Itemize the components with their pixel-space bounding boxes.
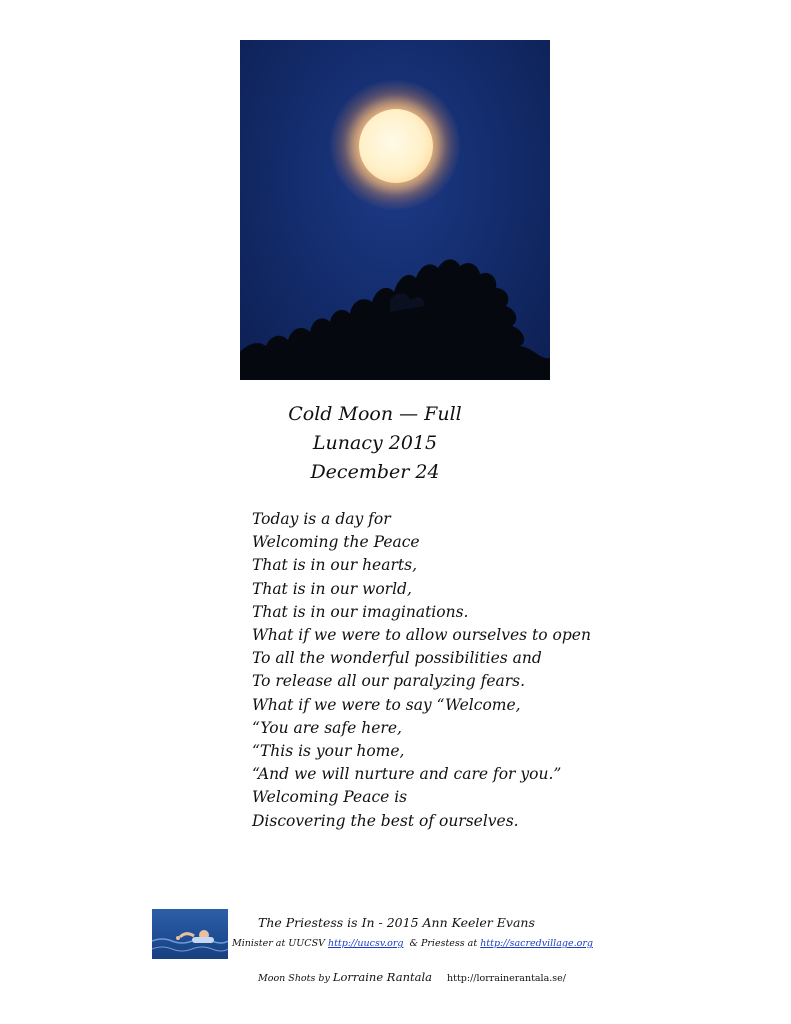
poem-line: That is in our hearts, [252, 556, 417, 575]
footer-affiliations [232, 938, 593, 949]
poem-line: Welcoming Peace is [252, 788, 408, 807]
poem-line: “You are safe here, [252, 718, 402, 737]
poem-line: To all the wonderful possibilities and [252, 649, 542, 668]
poem-line: To release all our paralyzing fears. [252, 672, 526, 691]
poem-line: What if we were to say “Welcome, [252, 695, 521, 714]
poem-line: That is in our world, [252, 579, 412, 598]
photo-credit [258, 970, 566, 984]
series-year-title: Lunacy 2015 [312, 432, 438, 454]
sacredvillage-link[interactable]: http://sacredvillage.org [480, 938, 593, 949]
moon-name-title: Cold Moon — Full [288, 403, 462, 425]
moon-photo [240, 40, 550, 380]
poem-line: “This is your home, [252, 742, 405, 761]
tree-silhouette-icon [240, 240, 550, 380]
poem-line: Discovering the best of ourselves. [252, 811, 519, 830]
swimmer-thumbnail-icon [152, 909, 228, 959]
photographer-name: Lorraine Rantala [332, 970, 432, 984]
minister-label: Minister at UUCSV [232, 938, 325, 949]
poem-line: Welcoming the Peace [252, 533, 420, 552]
poem-line: Today is a day for [252, 510, 391, 528]
full-moon-icon [359, 109, 433, 183]
poem-line: What if we were to allow ourselves to open [252, 626, 591, 645]
photographer-url: http://lorrainerantala.se/ [447, 973, 566, 984]
poem [252, 508, 692, 833]
credit-label: Moon Shots by [258, 973, 330, 984]
heading-block [240, 400, 510, 487]
uucsv-link[interactable]: http://uucsv.org [327, 938, 404, 949]
footer-title: The Priestess is In - 2015 Ann Keeler Evans [258, 915, 535, 930]
poem-line: “And we will nurture and care for you.” [252, 765, 562, 784]
priestess-label: & Priestess at [409, 938, 478, 949]
poem-line: That is in our imaginations. [252, 602, 469, 621]
date-title: December 24 [310, 461, 440, 483]
